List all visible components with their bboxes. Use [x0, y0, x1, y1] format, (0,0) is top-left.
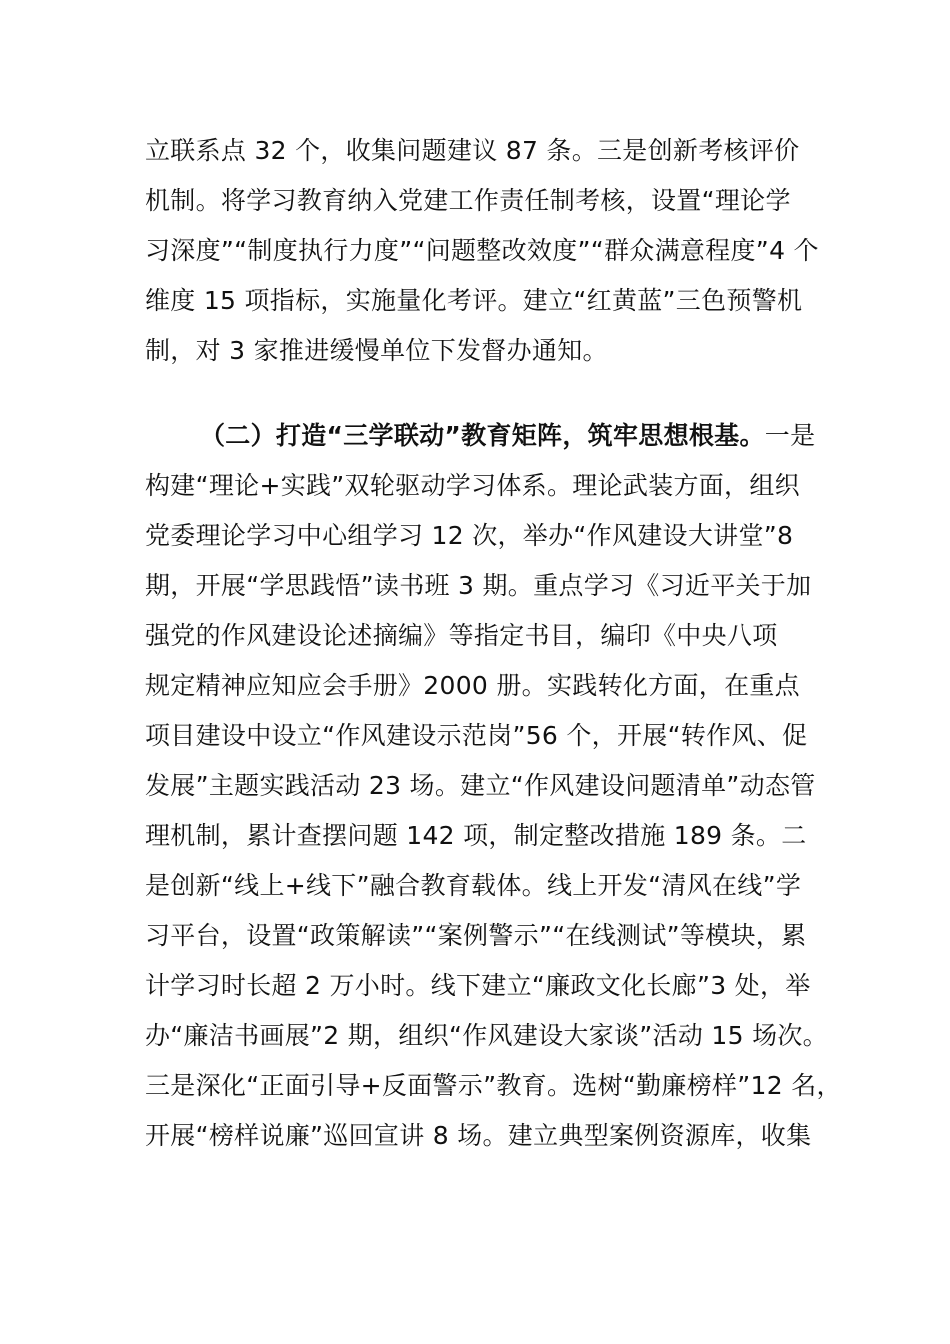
- text-line: 制，对 3 家推进缓慢单位下发督办通知。: [145, 336, 608, 365]
- text-line: 机制。将学习教育纳入党建工作责任制考核，设置“理论学: [145, 186, 791, 215]
- heading-tail-text: 一是: [764, 421, 816, 450]
- text-line: 项目建设中设立“作风建设示范岗”56 个，开展“转作风、促: [145, 721, 808, 750]
- text-line: 党委理论学习中心组学习 12 次，举办“作风建设大讲堂”8: [145, 521, 794, 550]
- section-heading: （二）打造“三学联动”教育矩阵，筑牢思想根基。: [200, 421, 765, 450]
- text-line: 维度 15 项指标，实施量化考评。建立“红黄蓝”三色预警机: [145, 286, 803, 315]
- text-line: 习平台，设置“政策解读”“案例警示”“在线测试”等模块，累: [145, 921, 807, 950]
- text-line: 规定精神应知应会手册》2000 册。实践转化方面，在重点: [145, 671, 800, 700]
- text-line: 发展”主题实践活动 23 场。建立“作风建设问题清单”动态管: [145, 771, 816, 800]
- text-line: 理机制，累计查摆问题 142 项，制定整改措施 189 条。二: [145, 821, 807, 850]
- text-line: 开展“榜样说廉”巡回宣讲 8 场。建立典型案例资源库，收集: [145, 1121, 812, 1150]
- text-line: 立联系点 32 个，收集问题建议 87 条。三是创新考核评价: [145, 136, 800, 165]
- text-line: 办“廉洁书画展”2 期，组织“作风建设大家谈”活动 15 场次。: [145, 1021, 828, 1050]
- text-line: 是创新“线上+线下”融合教育载体。线上开发“清风在线”学: [145, 871, 802, 900]
- text-line: 期，开展“学思践悟”读书班 3 期。重点学习《习近平关于加: [145, 571, 812, 600]
- text-line: 强党的作风建设论述摘编》等指定书目，编印《中央八项: [145, 621, 778, 650]
- text-line: 三是深化“正面引导+反面警示”教育。选树“勤廉榜样”12 名，: [145, 1071, 842, 1100]
- text-line: 习深度”“制度执行力度”“问题整改效度”“群众满意程度”4 个: [145, 236, 819, 265]
- text-line: 计学习时长超 2 万小时。线下建立“廉政文化长廊”3 处，举: [145, 971, 811, 1000]
- section-heading-line: [200, 416, 890, 456]
- text-line: 构建“理论+实践”双轮驱动学习体系。理论武装方面，组织: [145, 471, 800, 500]
